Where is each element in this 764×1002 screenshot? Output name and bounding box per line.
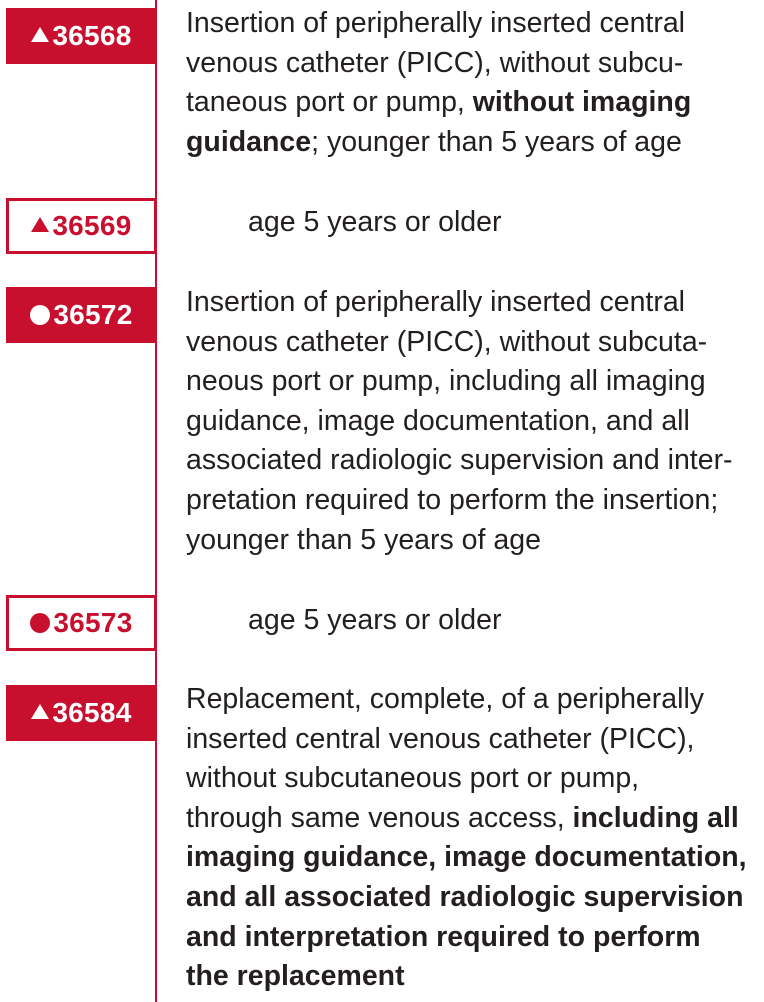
desc-line bbox=[186, 838, 760, 878]
triangle-revised-icon bbox=[31, 27, 49, 42]
desc-line bbox=[186, 441, 760, 481]
code-description bbox=[248, 203, 758, 243]
code-number: 36569 bbox=[52, 210, 132, 241]
desc-run: neous port or pump, including all imaging bbox=[186, 365, 706, 398]
desc-run-bold: without imaging bbox=[472, 86, 692, 119]
desc-line bbox=[186, 521, 760, 561]
triangle-revised-icon bbox=[31, 217, 49, 232]
desc-line bbox=[248, 601, 758, 641]
desc-line bbox=[186, 799, 760, 839]
desc-run: taneous port or pump, bbox=[186, 86, 473, 119]
desc-run: venous catheter (PICC), without subcuta- bbox=[186, 325, 708, 358]
desc-run: pretation required to perform the insertion; bbox=[186, 483, 719, 516]
desc-run-bold: and interpretation required to perform bbox=[186, 920, 701, 953]
desc-run: inserted central venous catheter (PICC), bbox=[186, 722, 695, 755]
desc-run: through same venous access, bbox=[186, 801, 573, 834]
desc-run-bold: including all bbox=[572, 801, 739, 834]
desc-run: Insertion of peripherally inserted central bbox=[186, 286, 686, 318]
desc-line bbox=[186, 481, 760, 521]
code-number: 36568 bbox=[52, 20, 132, 51]
desc-line bbox=[248, 203, 758, 243]
margin-rule bbox=[155, 0, 157, 1002]
desc-line bbox=[186, 123, 760, 163]
desc-run: venous catheter (PICC), without subcu- bbox=[186, 46, 684, 79]
desc-run: associated radiologic supervision and inter- bbox=[186, 444, 733, 477]
desc-line bbox=[186, 720, 760, 760]
desc-line bbox=[186, 283, 760, 323]
desc-run: age 5 years or older bbox=[248, 206, 502, 238]
desc-line bbox=[186, 878, 760, 918]
triangle-revised-icon bbox=[31, 704, 49, 719]
desc-run: guidance, image documentation, and all bbox=[186, 404, 690, 437]
code-badge bbox=[6, 595, 157, 651]
circle-new-code-icon bbox=[30, 613, 50, 633]
code-description bbox=[186, 283, 760, 560]
circle-new-code-icon bbox=[30, 305, 50, 325]
code-number: 36572 bbox=[53, 299, 133, 330]
desc-line bbox=[186, 680, 760, 720]
desc-line bbox=[186, 323, 760, 363]
desc-run-bold: imaging guidance, image documentation, bbox=[186, 841, 747, 874]
desc-line bbox=[186, 759, 760, 799]
desc-run-bold: the replacement bbox=[186, 960, 405, 993]
desc-run: ; younger than 5 years of age bbox=[311, 125, 682, 158]
code-number: 36584 bbox=[52, 697, 132, 728]
desc-run: age 5 years or older bbox=[248, 604, 502, 636]
desc-run: Replacement, complete, of a peripherally bbox=[186, 683, 705, 715]
desc-line bbox=[186, 957, 760, 997]
desc-line bbox=[186, 362, 760, 402]
code-description bbox=[248, 601, 758, 641]
desc-line bbox=[186, 83, 760, 123]
desc-run-bold: guidance bbox=[186, 125, 312, 158]
code-badge bbox=[6, 685, 157, 741]
desc-run-bold: and all associated radiologic supervision bbox=[186, 880, 744, 913]
code-description bbox=[186, 680, 760, 997]
code-badge bbox=[6, 8, 157, 64]
desc-line bbox=[186, 44, 760, 84]
code-badge bbox=[6, 287, 157, 343]
desc-line bbox=[186, 918, 760, 958]
desc-run: Insertion of peripherally inserted central bbox=[186, 7, 686, 39]
desc-run: without subcutaneous port or pump, bbox=[186, 762, 640, 795]
code-number: 36573 bbox=[53, 607, 133, 638]
desc-run: younger than 5 years of age bbox=[186, 523, 541, 556]
desc-line bbox=[186, 4, 760, 44]
code-description bbox=[186, 4, 760, 162]
code-badge bbox=[6, 198, 157, 254]
desc-line bbox=[186, 402, 760, 442]
